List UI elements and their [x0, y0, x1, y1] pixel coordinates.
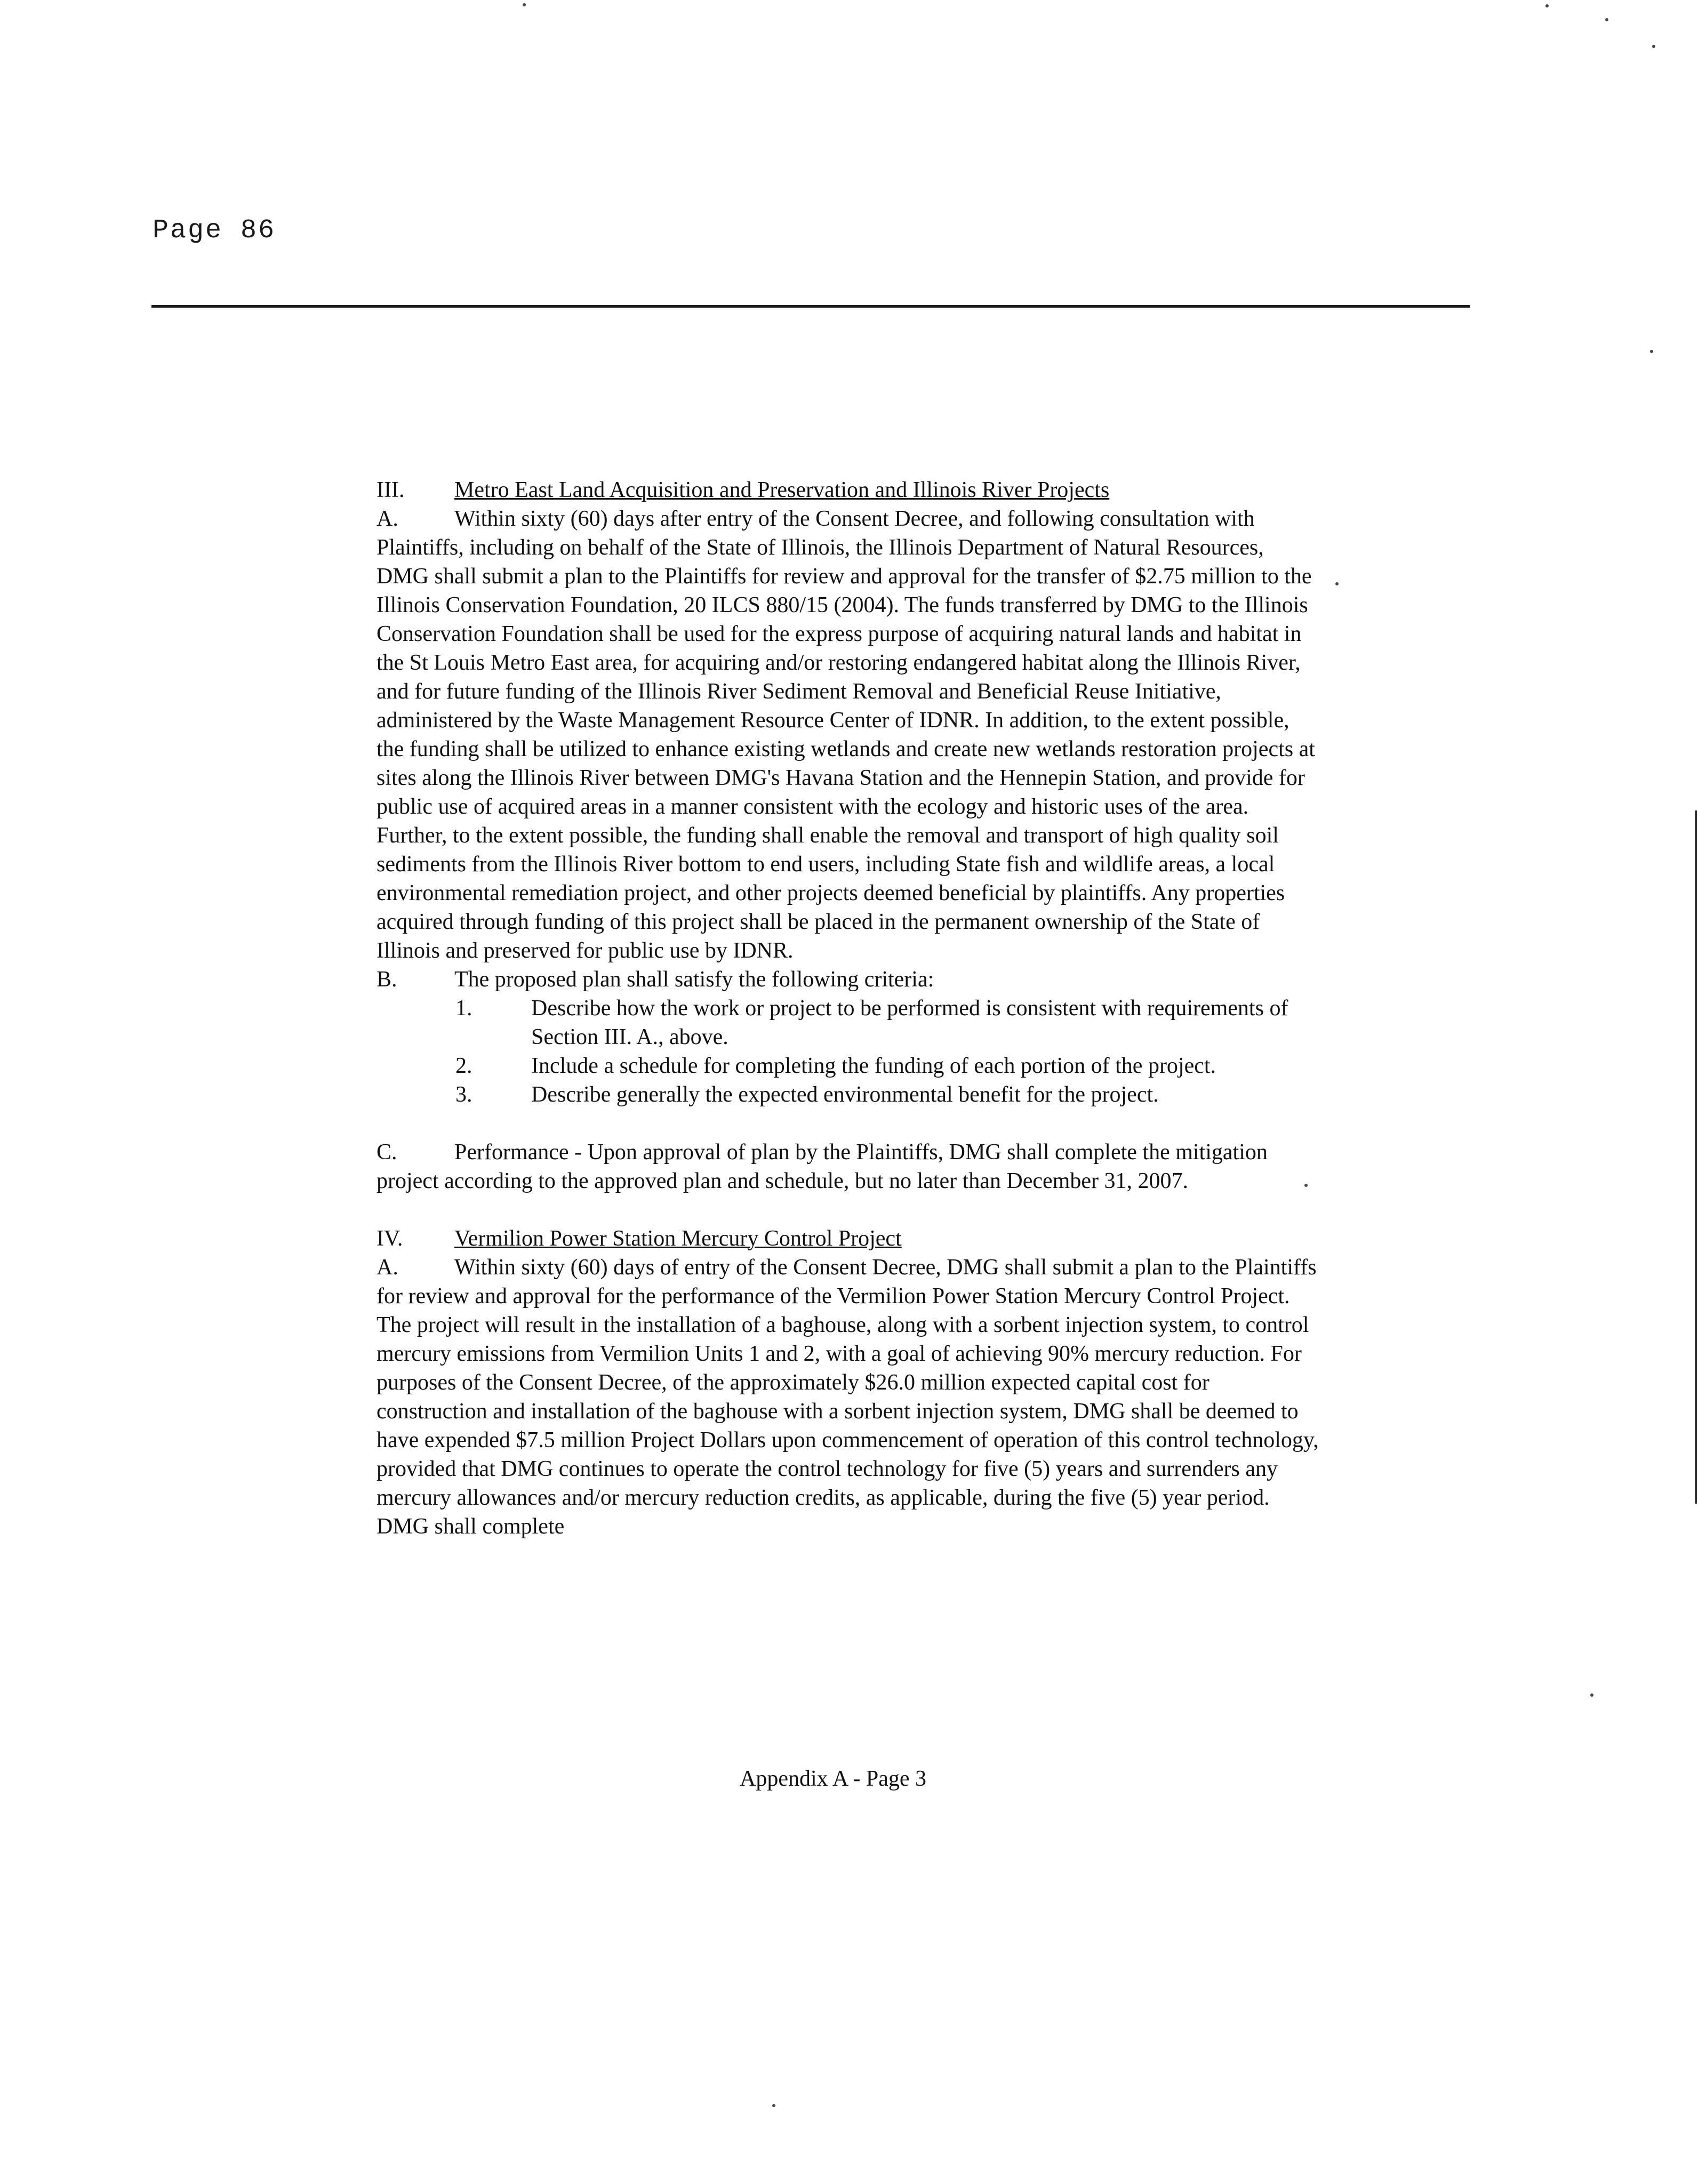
section-title: Metro East Land Acquisition and Preservation and Illinois River Projects: [454, 478, 1110, 502]
section-number: III.: [377, 478, 405, 502]
footer-text: Appendix A - Page 3: [740, 1767, 926, 1791]
criteria-text: Include a schedule for completing the funding of each portion of the project.: [531, 1054, 1216, 1078]
paragraph-label: A.: [377, 507, 398, 531]
page-footer: [0, 1766, 1698, 1792]
header-divider: [151, 305, 1470, 308]
scan-speck: [1590, 1693, 1593, 1697]
paragraph-label: B.: [377, 967, 397, 992]
scan-speck: [1335, 582, 1339, 585]
criteria-item: [377, 1080, 1320, 1109]
paragraph-label: C.: [377, 1140, 397, 1165]
scan-speck: [1652, 45, 1655, 48]
section-title: Vermilion Power Station Mercury Control Project: [454, 1226, 902, 1251]
scan-speck: [1304, 1184, 1308, 1187]
scan-speck: [523, 3, 526, 6]
section-iv-heading: [377, 1224, 1320, 1253]
paragraph-iii-a: [377, 504, 1320, 965]
criteria-number: 1.: [455, 996, 472, 1021]
criteria-number: 3.: [455, 1082, 472, 1107]
document-body: [377, 476, 1320, 1541]
criteria-item: [377, 1051, 1320, 1080]
paragraph-text: Within sixty (60) days of entry of the Consent Decree, DMG shall submit a plan to the Plaintiffs for review and approval for the performance of the Vermilion Power Station Mercury Control Project. The project will result in the installation of a baghouse, along with a sorbent injection system, to control mercury emissions from Vermilion Units 1 and 2, with a goal of achieving 90% mercury reduction. For purposes of the Consent Decree, of the approximately $26.0 million expected capital cost for construction and installation of the baghouse with a sorbent injection system, DMG shall be deemed to have expended $7.5 million Project Dollars upon commencement of operation of this control technology, provided that DMG continues to operate the control technology for five (5) years and surrenders any mercury allowances and/or mercury reduction credits, as applicable, during the five (5) year period. DMG shall complete: [377, 1255, 1319, 1539]
scan-edge-mark: [1695, 810, 1697, 1504]
criteria-text: Describe generally the expected environmental benefit for the project.: [531, 1082, 1159, 1107]
criteria-number: 2.: [455, 1054, 472, 1078]
paragraph-iii-b: [377, 965, 1320, 994]
paragraph-iv-a: [377, 1253, 1320, 1541]
paragraph-iii-c: [377, 1138, 1320, 1195]
criteria-item: [377, 994, 1320, 1051]
scan-speck: [1545, 4, 1549, 7]
criteria-text: Describe how the work or project to be performed is consistent with requirements of Section III. A., above.: [531, 996, 1288, 1049]
page-number-header: Page 86: [153, 215, 276, 246]
paragraph-spacer: [377, 1109, 1320, 1138]
section-iii-heading: [377, 476, 1320, 504]
paragraph-text: Performance - Upon approval of plan by the Plaintiffs, DMG shall complete the mitigation project according to the approved plan and schedule, but no later than December 31, 2007.: [377, 1140, 1268, 1193]
paragraph-spacer: [377, 1195, 1320, 1224]
paragraph-label: A.: [377, 1255, 398, 1280]
section-number: IV.: [377, 1226, 403, 1251]
scan-speck: [1650, 350, 1653, 353]
paragraph-text: The proposed plan shall satisfy the following criteria:: [454, 967, 934, 992]
paragraph-text: Within sixty (60) days after entry of the Consent Decree, and following consultation with Plaintiffs, including on behalf of the State of Illinois, the Illinois Department of Natural Resources, DMG shall submit a plan to the Plaintiffs for review and approval for the transfer of $2.75 million to the Illinois Conservation Foundation, 20 ILCS 880/15 (2004). The funds transferred by DMG to the Illinois Conservation Foundation shall be used for the express purpose of acquiring natural lands and habitat in the St Louis Metro East area, for acquiring and/or restoring endangered habitat along the Illinois River, and for future funding of the Illinois River Sediment Removal and Beneficial Reuse Initiative, administered by the Waste Management Resource Center of IDNR. In addition, to the extent possible, the funding shall be utilized to enhance existing wetlands and create new wetlands restoration projects at sites along the Illinois River between DMG's Havana Station and the Hennepin Station, and provide for public use of acquired areas in a manner consistent with the ecology and historic uses of the area. Further, to the extent possible, the funding shall enable the removal and transport of high quality soil sediments from the Illinois River bottom to end users, including State fish and wildlife areas, a local environmental remediation project, and other projects deemed beneficial by plaintiffs. Any properties acquired through funding of this project shall be placed in the permanent ownership of the State of Illinois and preserved for public use by IDNR.: [377, 507, 1315, 963]
scan-speck: [1605, 18, 1608, 21]
scan-speck: [772, 2104, 775, 2107]
